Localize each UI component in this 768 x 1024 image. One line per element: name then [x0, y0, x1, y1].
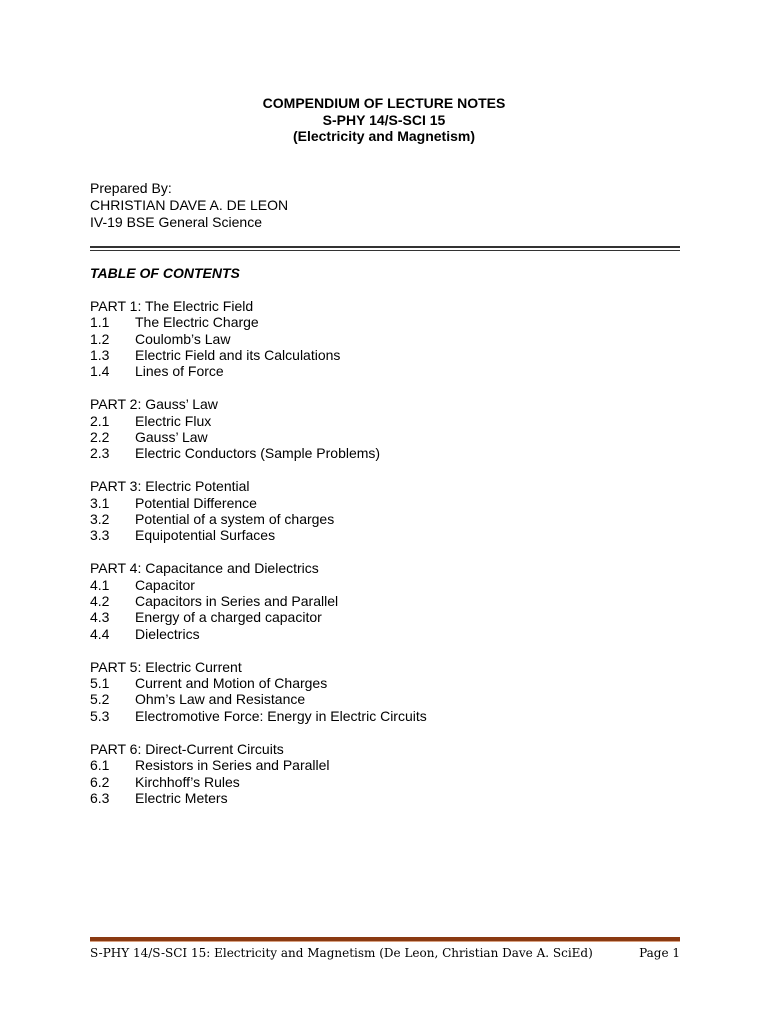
toc-part: [90, 298, 650, 380]
toc-item-text: Potential Difference: [135, 494, 257, 511]
toc-item-number: 4.4: [90, 625, 110, 642]
toc-part: [90, 741, 650, 807]
document-title: [0, 95, 768, 145]
page-footer: [90, 945, 680, 961]
toc-item-number: 6.2: [90, 773, 110, 790]
toc-item: [90, 363, 650, 379]
toc-item: [90, 495, 650, 511]
toc-heading: TABLE OF CONTENTS: [90, 265, 240, 281]
toc-item-text: Potential of a system of charges: [135, 511, 335, 528]
page-number: Page 1: [639, 946, 680, 960]
toc-item-text: Capacitor: [135, 576, 195, 593]
toc-item: [90, 774, 650, 790]
toc-item-number: 2.3: [90, 445, 110, 462]
toc-item-text: Electric Conductors (Sample Problems): [135, 445, 381, 462]
toc-item-number: 1.2: [90, 330, 110, 347]
toc-item: [90, 790, 650, 806]
prepared-by-block: [90, 180, 288, 231]
toc-item-number: 5.3: [90, 707, 110, 724]
toc-item-number: 3.3: [90, 527, 110, 544]
toc-item: [90, 511, 650, 527]
prepared-by-label: Prepared By:: [90, 180, 172, 196]
toc-item: [90, 708, 650, 724]
toc-part: [90, 560, 650, 642]
toc-part: [90, 396, 650, 462]
toc-part-title: PART 1: The Electric Field: [90, 297, 254, 314]
toc-item-text: The Electric Charge: [135, 314, 259, 331]
footer-course-text: S-PHY 14/S-SCI 15: Electricity and Magnetism (De Leon, Christian Dave A. SciEd): [90, 946, 593, 960]
toc-item-number: 1.1: [90, 314, 110, 331]
toc-item-text: Kirchhoff’s Rules: [135, 773, 240, 790]
toc-item-number: 3.2: [90, 511, 110, 528]
toc-item: [90, 429, 650, 445]
toc-item-text: Current and Motion of Charges: [135, 675, 328, 692]
toc-part-title: PART 2: Gauss’ Law: [90, 396, 218, 413]
toc-item: [90, 347, 650, 363]
toc-item-text: Dielectrics: [135, 625, 200, 642]
title-line-1: COMPENDIUM OF LECTURE NOTES: [262, 95, 506, 111]
table-of-contents: [90, 265, 650, 823]
toc-item: [90, 413, 650, 429]
toc-item-text: Ohm’s Law and Resistance: [135, 691, 306, 708]
toc-item-text: Gauss’ Law: [135, 429, 208, 446]
toc-item: [90, 445, 650, 461]
toc-item-number: 4.1: [90, 576, 110, 593]
toc-part-title: PART 3: Electric Potential: [90, 478, 250, 495]
toc-item-number: 4.2: [90, 593, 110, 610]
toc-item-text: Lines of Force: [135, 363, 224, 380]
toc-item: [90, 593, 650, 609]
author-program: IV-19 BSE General Science: [90, 214, 262, 230]
toc-item-number: 5.2: [90, 691, 110, 708]
toc-item: [90, 331, 650, 347]
toc-item-number: 3.1: [90, 494, 110, 511]
toc-item-text: Electric Flux: [135, 412, 212, 429]
toc-item-number: 5.1: [90, 675, 110, 692]
title-line-3: (Electricity and Magnetism): [292, 128, 476, 144]
toc-item: [90, 314, 650, 330]
toc-item-text: Electromotive Force: Energy in Electric Circuits: [135, 707, 427, 724]
toc-item: [90, 577, 650, 593]
footer-divider: [90, 937, 680, 942]
toc-item-number: 4.3: [90, 609, 110, 626]
title-line-2: S-PHY 14/S-SCI 15: [322, 111, 446, 128]
author-name: CHRISTIAN DAVE A. DE LEON: [90, 197, 289, 213]
toc-item: [90, 675, 650, 691]
toc-item-text: Capacitors in Series and Parallel: [135, 593, 339, 610]
toc-part-title: PART 6: Direct-Current Circuits: [90, 740, 284, 757]
toc-item-number: 2.1: [90, 412, 110, 429]
toc-part-title: PART 4: Capacitance and Dielectrics: [90, 560, 319, 577]
toc-item-text: Resistors in Series and Parallel: [135, 757, 330, 774]
toc-item-number: 6.1: [90, 757, 110, 774]
toc-part: [90, 659, 650, 725]
toc-item: [90, 527, 650, 543]
header-divider: [90, 246, 680, 251]
toc-part: [90, 478, 650, 544]
toc-item-text: Equipotential Surfaces: [135, 527, 276, 544]
toc-item-number: 6.3: [90, 789, 110, 806]
toc-item-text: Electric Meters: [135, 789, 228, 806]
toc-item-text: Coulomb’s Law: [135, 330, 231, 347]
toc-item: [90, 757, 650, 773]
toc-item-number: 1.3: [90, 347, 110, 364]
toc-item-number: 2.2: [90, 429, 110, 446]
toc-item: [90, 626, 650, 642]
toc-part-title: PART 5: Electric Current: [90, 658, 242, 675]
toc-item-text: Electric Field and its Calculations: [135, 347, 341, 364]
toc-item-number: 1.4: [90, 363, 110, 380]
toc-item-text: Energy of a charged capacitor: [135, 609, 322, 626]
toc-item: [90, 691, 650, 707]
toc-item: [90, 609, 650, 625]
